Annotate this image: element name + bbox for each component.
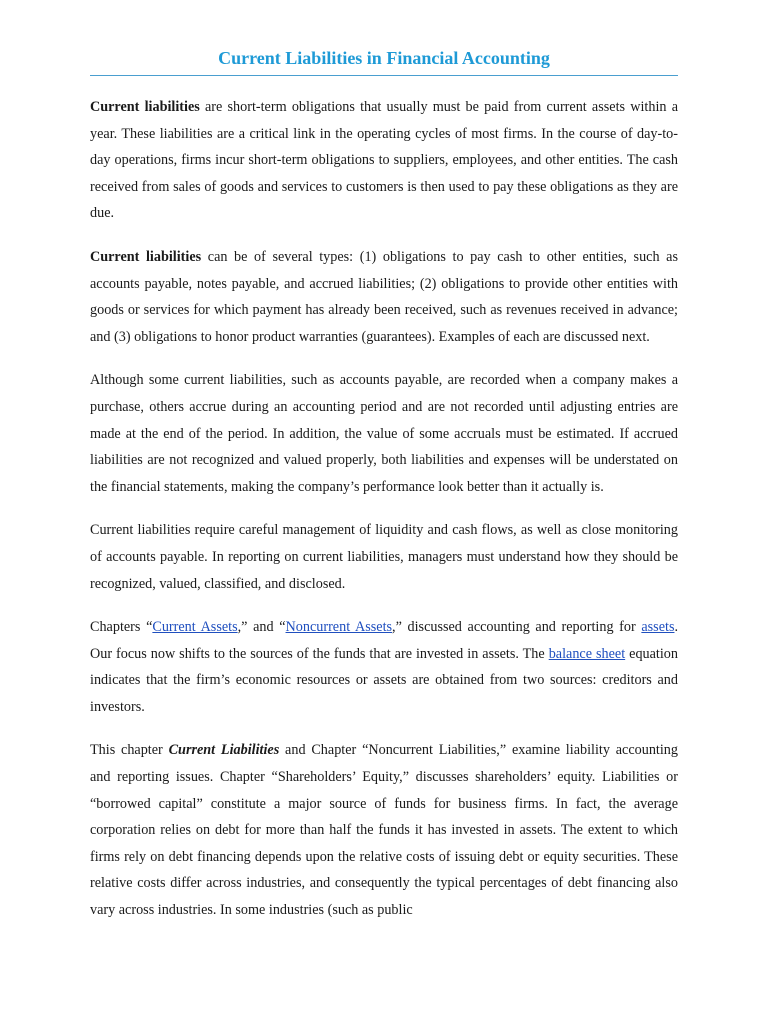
paragraph-text: ,” and “ (237, 619, 286, 636)
paragraph-text: This chapter (90, 742, 169, 759)
paragraph-text: Current liabilities require careful management of liquidity and cash flows, as well as close monitoring of accounts payable. In reporting on current liabilities, managers must understand how they should be recognized, valued, classified, and disclosed. (90, 522, 678, 592)
paragraph-text: equation indicates that the firm’s economic resources or assets are obtained from two sources: creditors and investors. (90, 645, 678, 715)
link-balance-sheet[interactable]: balance sheet (548, 645, 626, 662)
paragraph-text: ,” discussed accounting and reporting for (392, 619, 642, 636)
paragraph-text: . Our focus now shifts to the sources of the funds that are invested in assets. The (90, 619, 679, 662)
paragraph-this-chapter (90, 737, 678, 923)
paragraph-accruals (90, 367, 678, 500)
chapter-name-current-liabilities: Current Liabilities (168, 742, 280, 759)
document-page (90, 0, 678, 924)
paragraph-management (90, 517, 678, 597)
term-current-liabilities: Current liabilities (90, 99, 200, 115)
document-title: Current Liabilities in Financial Accounting (218, 48, 550, 68)
link-assets[interactable]: assets (641, 619, 675, 636)
link-current-assets[interactable]: Current Assets (152, 619, 238, 636)
paragraph-text: are short-term obligations that usually must be paid from current assets within a year. These liabilities are a critical link in the operating cycles of most firms. In the course of day-to-day operations, firms incur short-term obligations to suppliers, employees, and other entities. The cash received from sales of goods and services to customers is then used to pay these obligations as they are due. (90, 99, 678, 222)
term-current-liabilities: Current liabilities (90, 248, 202, 265)
link-noncurrent-assets[interactable]: Noncurrent Assets (285, 619, 393, 636)
title-divider (90, 75, 678, 76)
paragraph-types (90, 244, 678, 350)
paragraph-chapters (90, 614, 678, 720)
paragraph-text: Chapters “ (90, 619, 153, 636)
paragraph-text: Although some current liabilities, such as accounts payable, are recorded when a company makes a purchase, others accrue during an accounting period and are not recorded until adjusting entries are made at the end of the period. In addition, the value of some accruals must be estimated. If accrued liabilities are not recognized and valued properly, both liabilities and expenses will be understated on the financial statements, making the company’s performance look better than it actually is. (90, 372, 678, 495)
paragraph-intro (90, 94, 678, 227)
paragraph-text: can be of several types: (1) obligations to pay cash to other entities, such as accounts payable, notes payable, and accrued liabilities; (2) obligations to provide other entities with goods or services for which payment has already been received, such as revenues received in advance; and (3) obligations to honor product warranties (guarantees). Examples of each are discussed next. (90, 248, 678, 345)
paragraph-text: and Chapter “Noncurrent Liabilities,” examine liability accounting and reporting issues. Chapter “Shareholders’ Equity,” discusses shareholders’ equity. Liabilities or “borrowed capital” constitute a major source of funds for business firms. In fact, the average corporation relies on debt for more than half the funds it has invested in assets. The extent to which firms rely on debt financing depends upon the relative costs of issuing debt or equity securities. These relative costs differ across industries, and consequently the typical percentages of debt financing also vary across industries. In some industries (such as public (90, 742, 678, 919)
